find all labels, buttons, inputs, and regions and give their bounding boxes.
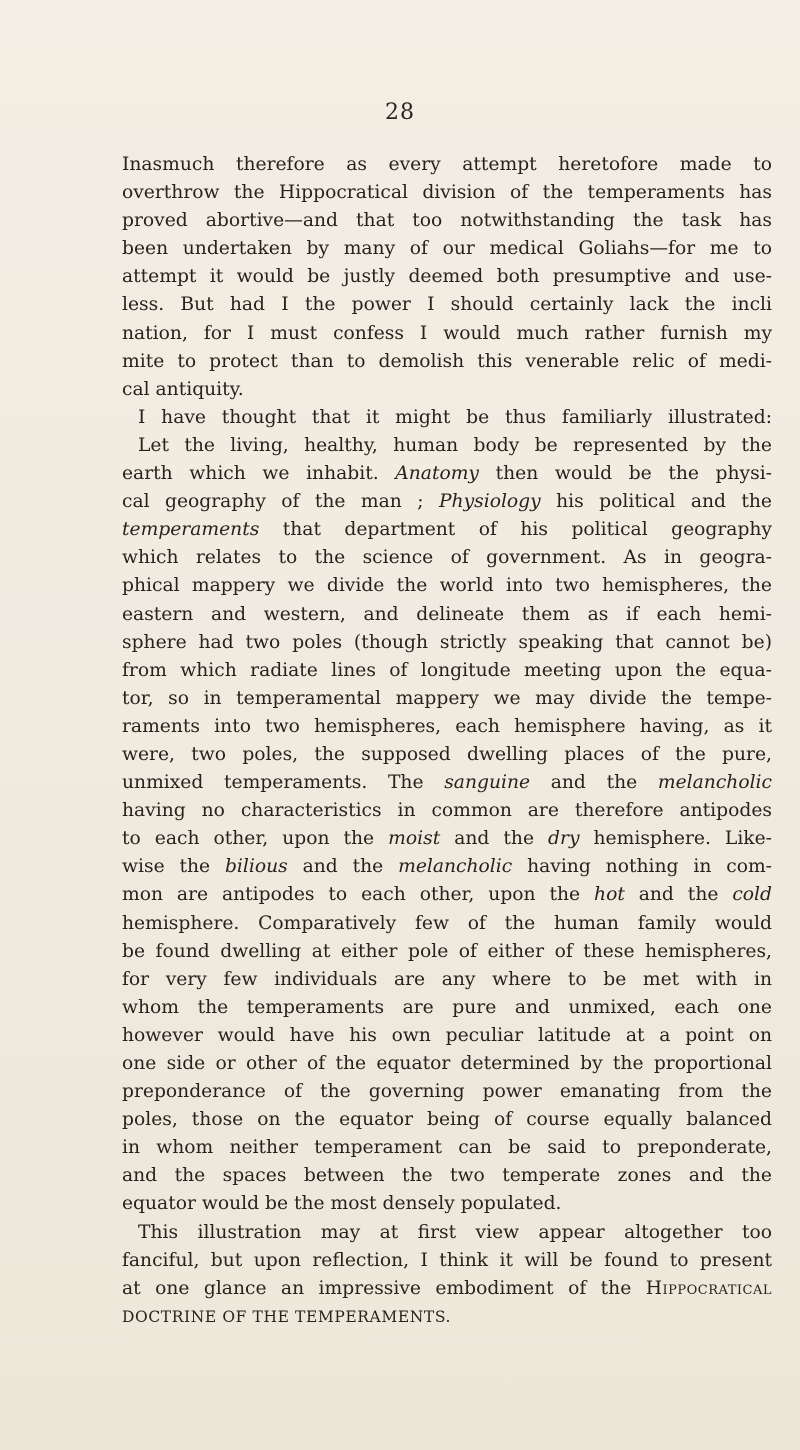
italic-term: Physiology bbox=[438, 491, 541, 513]
text-run: and the bbox=[440, 828, 549, 850]
text-run: at one glance an impressive embodiment of the bbox=[122, 1277, 646, 1299]
text-line bbox=[122, 1078, 772, 1106]
text-line bbox=[122, 376, 772, 404]
text-run: for very few individuals are any where to be met with in bbox=[122, 968, 772, 990]
text-run: one side or other of the equator determined by the proportional bbox=[122, 1053, 772, 1074]
text-run: then would be the physi- bbox=[479, 463, 772, 485]
text-line bbox=[122, 853, 772, 881]
text-line bbox=[122, 685, 772, 713]
text-line bbox=[122, 1050, 772, 1078]
text-run: his political and the bbox=[540, 491, 772, 513]
text-run: to each other, upon the bbox=[122, 828, 389, 850]
text-line bbox=[122, 1134, 772, 1162]
text-line bbox=[122, 1219, 772, 1247]
text-run: This illustration may at first view appear altogether too bbox=[138, 1221, 772, 1243]
text-run: hemisphere. Like- bbox=[579, 828, 773, 850]
text-line bbox=[122, 994, 772, 1022]
text-line bbox=[122, 1247, 772, 1275]
text-run: Inasmuch therefore as every attempt heretofore made to bbox=[122, 154, 772, 175]
text-run: hemisphere. Comparatively few of the human family would bbox=[122, 912, 772, 934]
italic-term: sanguine bbox=[444, 772, 531, 794]
italic-term: bilious bbox=[224, 856, 288, 878]
text-run: raments into two hemispheres, each hemisphere having, as it bbox=[122, 715, 772, 737]
text-run: and the bbox=[624, 884, 733, 906]
text-run: eastern and western, and delineate them as if each hemi- bbox=[122, 603, 772, 625]
text-run: and the bbox=[530, 772, 658, 794]
text-line bbox=[122, 460, 772, 488]
text-run: cal antiquity. bbox=[122, 378, 244, 400]
text-run: whom the temperaments are pure and unmixed, each one bbox=[122, 996, 772, 1018]
text-line bbox=[122, 1162, 772, 1190]
text-run: and the spaces between the two temperate zones and the bbox=[122, 1165, 772, 1187]
text-run: wise the bbox=[122, 856, 225, 878]
body-text bbox=[122, 151, 772, 1331]
text-run: having nothing in com- bbox=[512, 856, 772, 878]
smallcaps-text: Hippocratical bbox=[645, 1277, 772, 1299]
text-run: mon are antipodes to each other, upon the bbox=[122, 884, 595, 906]
italic-term: cold bbox=[732, 884, 772, 906]
text-line bbox=[122, 151, 772, 179]
text-run: proved abortive—and that too notwithstanding the task has bbox=[122, 210, 772, 232]
text-line bbox=[122, 235, 772, 263]
text-run: in whom neither temperament can be said to preponderate, bbox=[122, 1137, 772, 1159]
text-line bbox=[122, 657, 772, 685]
text-run: attempt it would be justly deemed both presumptive and use- bbox=[122, 266, 772, 288]
text-run: tor, so in temperamental mappery we may divide the tempe- bbox=[122, 687, 772, 709]
text-line bbox=[122, 713, 772, 741]
text-line bbox=[122, 320, 772, 348]
text-run: mite to protect than to demolish this venerable relic of medi- bbox=[122, 350, 772, 372]
text-line bbox=[122, 1106, 772, 1134]
text-line bbox=[122, 207, 772, 235]
page-number: 28 bbox=[385, 100, 415, 125]
text-line bbox=[122, 629, 772, 657]
text-line bbox=[122, 1303, 772, 1331]
italic-term: moist bbox=[388, 828, 441, 850]
text-line bbox=[122, 1190, 772, 1218]
text-line bbox=[122, 741, 772, 769]
text-line bbox=[122, 544, 772, 572]
text-line bbox=[122, 601, 772, 629]
text-run: were, two poles, the supposed dwelling places of the pure, bbox=[122, 743, 772, 765]
text-run: cal geography of the man ; bbox=[122, 491, 439, 513]
text-run: from which radiate lines of longitude meeting upon the equa- bbox=[122, 659, 772, 681]
text-line bbox=[122, 348, 772, 376]
text-run: earth which we inhabit. bbox=[122, 463, 396, 485]
text-line bbox=[122, 404, 772, 432]
italic-term: dry bbox=[548, 828, 580, 850]
italic-term: hot bbox=[594, 884, 625, 906]
text-line bbox=[122, 769, 772, 797]
italic-term: melancholic bbox=[398, 856, 513, 878]
text-run: sphere had two poles (though strictly speaking that cannot be) bbox=[122, 631, 772, 653]
text-line bbox=[122, 516, 772, 544]
text-line bbox=[122, 938, 772, 966]
text-run: equator would be the most densely populated. bbox=[122, 1193, 562, 1215]
text-line bbox=[122, 1022, 772, 1050]
text-run: fanciful, but upon reflection, I think it will be found to present bbox=[122, 1249, 772, 1271]
text-line bbox=[122, 825, 772, 853]
text-line bbox=[122, 179, 772, 207]
text-run: unmixed temperaments. The bbox=[122, 772, 445, 794]
text-run: however would have his own peculiar latitude at a point on bbox=[122, 1024, 772, 1046]
text-line bbox=[122, 291, 772, 319]
text-run: which relates to the science of government. As in geogra- bbox=[122, 547, 772, 569]
text-run: I have thought that it might be thus familiarly illustrated: bbox=[138, 406, 772, 428]
text-line bbox=[122, 572, 772, 600]
italic-term: temperaments bbox=[122, 519, 260, 541]
text-line bbox=[122, 881, 772, 909]
text-run: Let the living, healthy, human body be represented by the bbox=[138, 434, 772, 456]
text-run: preponderance of the governing power emanating from the bbox=[122, 1081, 772, 1103]
text-run: that department of his political geography bbox=[259, 519, 772, 541]
text-run: phical mappery we divide the world into two hemispheres, the bbox=[122, 575, 772, 597]
text-line bbox=[122, 432, 772, 460]
text-line bbox=[122, 797, 772, 825]
text-line bbox=[122, 966, 772, 994]
italic-term: melancholic bbox=[657, 772, 772, 794]
text-run: be found dwelling at either pole of either of these hemispheres, bbox=[122, 940, 772, 962]
text-line bbox=[122, 488, 772, 516]
text-line bbox=[122, 263, 772, 291]
italic-term: Anatomy bbox=[395, 463, 479, 485]
text-line bbox=[122, 910, 772, 938]
text-line bbox=[122, 1275, 772, 1303]
text-run: been undertaken by many of our medical Goliahs—for me to bbox=[122, 238, 772, 260]
text-run: nation, for I must confess I would much rather furnish my bbox=[122, 322, 772, 344]
smallcaps-text: DOCTRINE OF THE TEMPERAMENTS. bbox=[122, 1307, 452, 1326]
text-run: overthrow the Hippocratical division of the temperaments has bbox=[122, 182, 772, 204]
text-run: poles, those on the equator being of course equally balanced bbox=[122, 1109, 772, 1131]
text-run: and the bbox=[287, 856, 399, 878]
text-run: having no characteristics in common are therefore antipodes bbox=[122, 800, 772, 822]
text-run: less. But had I the power I should certainly lack the incli bbox=[122, 294, 772, 316]
